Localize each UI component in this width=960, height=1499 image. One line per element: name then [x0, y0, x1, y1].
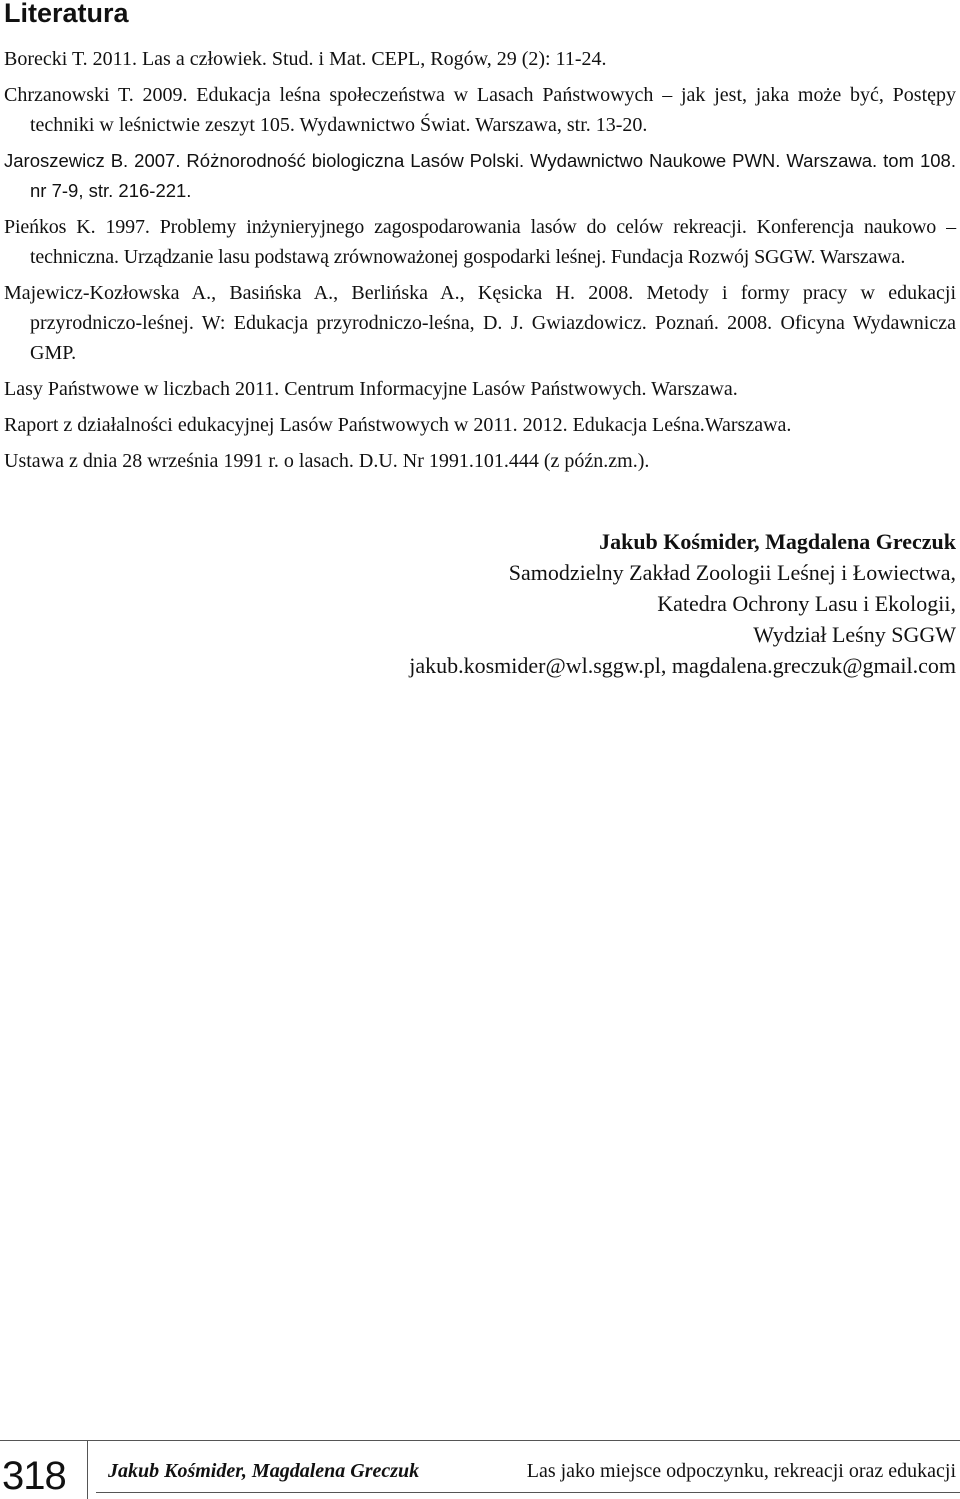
author-emails: jakub.kosmider@wl.sggw.pl, magdalena.greczuk@gmail.com	[409, 653, 956, 678]
footer-divider	[0, 1440, 960, 1441]
reference-item: Chrzanowski T. 2009. Edukacja leśna społeczeństwa w Lasach Państwowych – jak jest, jaka może być, Postępy techniki w leśnictwie zeszyt 105. Wydawnictwo Świat. Warszawa, str. 13-20.	[4, 84, 956, 136]
author-block	[409, 526, 956, 681]
reference-item: Pieńkos K. 1997. Problemy inżynieryjnego zagospodarowania lasów do celów rekreacji. Konferencja naukowo – techniczna. Urządzanie lasu podstawą zrównoważonej gospodarki leśnej. Fundacja Rozwój SGGW. Warszawa.	[4, 216, 956, 268]
reference-item: Majewicz-Kozłowska A., Basińska A., Berlińska A., Kęsicka H. 2008. Metody i formy pracy w edukacji przyrodniczo-leśnej. W: Edukacja przyrodniczo-leśna, D. J. Gwiazdowicz. Poznań. 2008. Oficyna Wydawnicza GMP.	[4, 282, 956, 364]
affiliation-line: Katedra Ochrony Lasu i Ekologii,	[657, 591, 956, 616]
reference-item: Ustawa z dnia 28 września 1991 r. o lasach. D.U. Nr 1991.101.444 (z późn.zm.).	[4, 450, 650, 472]
reference-item: Lasy Państwowe w liczbach 2011. Centrum Informacyjne Lasów Państwowych. Warszawa.	[4, 378, 738, 400]
affiliation-line: Wydział Leśny SGGW	[753, 622, 956, 647]
footer-underline	[96, 1492, 960, 1493]
reference-item: Borecki T. 2011. Las a człowiek. Stud. i Mat. CEPL, Rogów, 29 (2): 11-24.	[4, 48, 607, 70]
section-heading: Literatura	[4, 0, 129, 28]
page-footer	[0, 1440, 960, 1499]
reference-item: Jaroszewicz B. 2007. Różnorodność biologiczna Lasów Polski. Wydawnictwo Naukowe PWN. Warszawa. tom 108. nr 7-9, str. 216-221.	[4, 150, 956, 201]
affiliation-line: Samodzielny Zakład Zoologii Leśnej i Łowiectwa,	[508, 560, 956, 585]
reference-list	[4, 44, 956, 482]
page-number: 318	[2, 1454, 66, 1498]
running-header-title: Las jako miejsce odpoczynku, rekreacji oraz edukacji	[526, 1460, 956, 1482]
footer-vertical-divider	[87, 1440, 88, 1499]
author-names: Jakub Kośmider, Magdalena Greczuk	[599, 529, 956, 554]
reference-item: Raport z działalności edukacyjnej Lasów Państwowych w 2011. 2012. Edukacja Leśna.Warszawa.	[4, 414, 792, 436]
running-header-authors: Jakub Kośmider, Magdalena Greczuk	[108, 1460, 420, 1482]
